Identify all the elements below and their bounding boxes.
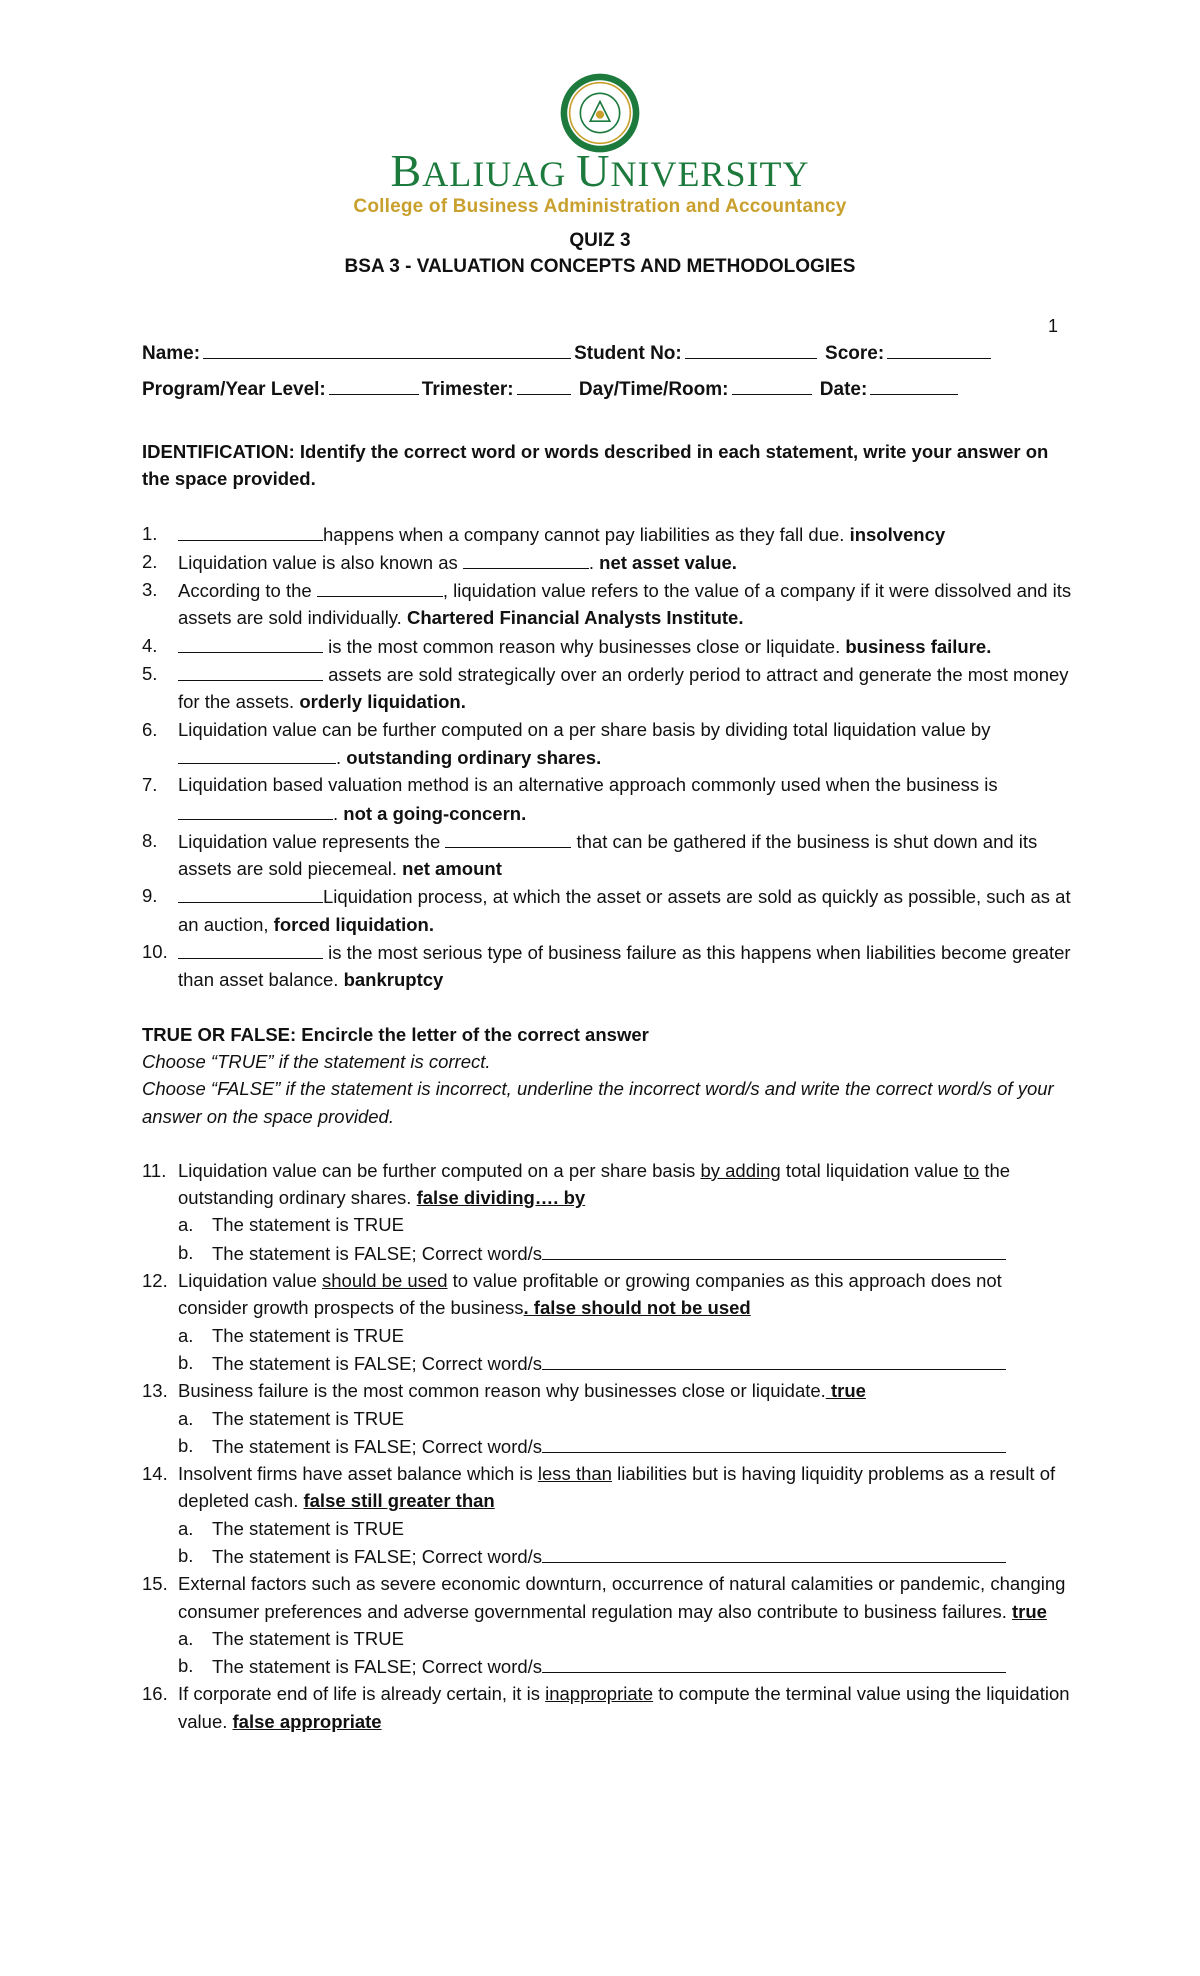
correct-words-label: The statement is FALSE; Correct word/s <box>212 1656 543 1678</box>
underlined-word: to <box>963 1159 980 1181</box>
answer-blank[interactable] <box>463 548 589 569</box>
correct-words-label: The statement is FALSE; Correct word/s <box>212 1352 543 1374</box>
daytime-field[interactable] <box>732 374 812 395</box>
item-number: 15. <box>142 1573 168 1595</box>
true-false-item <box>142 1377 1074 1404</box>
item-text <box>178 632 1074 660</box>
choice-letter: a. <box>178 1214 194 1236</box>
choice-indent <box>142 1542 178 1570</box>
quiz-title: QUIZ 3 <box>569 230 631 251</box>
statement-text: the outstanding ordinary shares. <box>178 1159 1011 1209</box>
false-instruction: Choose “FALSE” if the statement is incorrect, underline the incorrect word/s and write the correct word/s of your answer on the space provided. <box>142 1078 1054 1127</box>
choice-indent <box>142 1211 178 1238</box>
item-text <box>178 827 1074 883</box>
choice-indent <box>142 1625 178 1652</box>
item-text <box>178 520 1074 548</box>
item-post-text: happens when a company cannot pay liabilities as they fall due. <box>323 523 850 545</box>
identification-item <box>142 660 1074 716</box>
item-post-text: , liquidation value refers to the value of a company if it were dissolved and its assets are sold individually. <box>178 580 1072 629</box>
choice-indent <box>142 1652 178 1680</box>
choice-letter: b. <box>178 1544 194 1566</box>
item-pre-text: Liquidation value represents the <box>178 830 446 852</box>
choice-text: The statement is TRUE <box>212 1407 404 1429</box>
true-false-item <box>142 1157 1074 1212</box>
item-number: 7. <box>142 774 158 796</box>
statement-text: Business failure is the most common reason why businesses close or liquidate. <box>178 1380 826 1402</box>
info-line-2 <box>142 374 961 403</box>
choice-true[interactable] <box>142 1625 1074 1652</box>
item-post-text: is the most serious type of business failure as this happens when liabilities become greater than asset balance. <box>178 942 1071 991</box>
item-answer: outstanding ordinary shares. <box>346 746 602 768</box>
item-answer: business failure. <box>845 635 992 657</box>
identification-item <box>142 882 1074 938</box>
choice-text: The statement is TRUE <box>212 1627 404 1649</box>
choice-letter: a. <box>178 1407 194 1429</box>
choice-letter: b. <box>178 1241 194 1263</box>
choice-letter: a. <box>178 1517 194 1539</box>
choice-false[interactable] <box>142 1239 1074 1267</box>
underlined-word: should be used <box>322 1270 448 1292</box>
item-answer: net asset value. <box>599 551 737 573</box>
true-false-item <box>142 1570 1074 1625</box>
choice-letter: b. <box>178 1655 194 1677</box>
choice-text <box>212 1349 1074 1377</box>
choice-indent <box>142 1322 178 1349</box>
item-answer: insolvency <box>849 523 946 545</box>
item-number: 6. <box>142 718 158 740</box>
date-field[interactable] <box>870 374 958 395</box>
score-label: Score: <box>825 343 885 364</box>
item-number: 8. <box>142 829 158 851</box>
true-false-item <box>142 1267 1074 1322</box>
identification-list <box>142 520 1074 994</box>
item-text <box>178 938 1074 994</box>
statement-text: If corporate end of life is already certain, it is <box>178 1683 546 1705</box>
choice-false[interactable] <box>142 1432 1074 1460</box>
choice-indent <box>142 1405 178 1432</box>
statement-text: External factors such as severe economic downturn, occurrence of natural calamities or pandemic, changing consumer preferences and adverse governmental regulation may also contribute to business failures. <box>178 1573 1066 1622</box>
item-text <box>178 1460 1074 1515</box>
identification-item <box>142 632 1074 660</box>
item-answer: true <box>825 1380 866 1402</box>
identification-item <box>142 716 1074 772</box>
item-number: 14. <box>142 1463 168 1485</box>
item-post-text: . <box>333 802 344 824</box>
identification-item <box>142 771 1074 827</box>
choice-letter: b. <box>178 1351 194 1373</box>
statement-text: liabilities but is having liquidity problems as a result of depleted cash. <box>178 1463 1056 1512</box>
choice-indent <box>142 1515 178 1542</box>
item-answer: Chartered Financial Analysts Institute. <box>406 607 744 629</box>
item-number: 1. <box>142 522 158 544</box>
identification-item <box>142 576 1074 632</box>
info-line-1 <box>142 338 994 367</box>
statement-text: to value profitable or growing companies as this approach does not consider growth prospects of the business <box>178 1270 1002 1319</box>
identification-item <box>142 548 1074 576</box>
true-false-list <box>142 1157 1074 1735</box>
correct-words-field[interactable] <box>542 1432 1006 1453</box>
item-pre-text: Liquidation based valuation method is an alternative approach commonly used when the business is <box>178 774 998 796</box>
item-number: 3. <box>142 579 158 601</box>
statement-text: Liquidation value can be further computed on a per share basis <box>178 1159 701 1181</box>
item-post-text: Liquidation process, at which the asset or assets are sold as quickly as possible, such as at an auction, <box>178 886 1071 935</box>
item-text <box>178 716 1074 772</box>
true-false-item <box>142 1460 1074 1515</box>
item-text <box>178 576 1074 632</box>
choice-letter: a. <box>178 1324 194 1346</box>
answer-blank[interactable] <box>178 938 323 959</box>
item-pre-text: According to the <box>178 580 317 602</box>
item-answer: false appropriate <box>232 1710 382 1732</box>
item-number: 13. <box>142 1380 168 1402</box>
correct-words-label: The statement is FALSE; Correct word/s <box>212 1435 543 1457</box>
item-number: 2. <box>142 550 158 572</box>
item-number: 9. <box>142 885 158 907</box>
identification-item <box>142 938 1074 994</box>
identification-item <box>142 520 1074 548</box>
correct-words-label: The statement is FALSE; Correct word/s <box>212 1242 543 1264</box>
item-text <box>178 1267 1074 1322</box>
true-false-heading: TRUE OR FALSE: Encircle the letter of the correct answer <box>142 1023 649 1045</box>
student-no-field[interactable] <box>685 338 817 359</box>
daytime-label: Day/Time/Room: <box>578 379 729 400</box>
university-name: BALIUAG UNIVERSITY <box>390 145 810 196</box>
choice-false[interactable] <box>142 1542 1074 1570</box>
statement-text: to compute the terminal value using the liquidation value. <box>178 1683 1070 1732</box>
trimester-field[interactable] <box>517 374 571 395</box>
item-text <box>178 882 1074 938</box>
choice-text: The statement is TRUE <box>212 1517 404 1539</box>
choice-text <box>212 1652 1074 1680</box>
item-number: 10. <box>142 941 168 963</box>
seal-container <box>0 72 1200 154</box>
item-answer: false dividing…. by <box>416 1187 586 1209</box>
item-post-text: . <box>336 746 347 768</box>
item-number: 12. <box>142 1270 168 1292</box>
name-field[interactable] <box>203 338 571 359</box>
choice-true[interactable] <box>142 1405 1074 1432</box>
choice-true[interactable] <box>142 1211 1074 1238</box>
item-answer: true <box>1011 1600 1047 1622</box>
answer-blank[interactable] <box>445 827 571 848</box>
choice-letter: b. <box>178 1434 194 1456</box>
page-number: 1 <box>1047 316 1058 336</box>
choice-text: The statement is TRUE <box>212 1324 404 1346</box>
choice-indent <box>142 1239 178 1267</box>
item-answer: net amount <box>402 858 502 880</box>
item-post-text: that can be gathered if the business is shut down and its assets are sold piecemeal. <box>178 830 1038 880</box>
item-text <box>178 1157 1074 1212</box>
answer-blank[interactable] <box>178 660 323 681</box>
item-number: 11. <box>142 1159 167 1181</box>
choice-text <box>212 1432 1074 1460</box>
item-pre-text: Liquidation value can be further computed on a per share basis by dividing total liquidation value by <box>178 718 991 740</box>
item-answer: forced liquidation. <box>273 913 434 935</box>
item-answer: bankruptcy <box>343 969 444 991</box>
statement-text: Insolvent firms have asset balance which is <box>178 1463 538 1485</box>
item-text <box>178 1570 1074 1625</box>
underlined-word: by adding <box>700 1159 781 1181</box>
trimester-label: Trimester: <box>421 379 514 400</box>
correct-words-field[interactable] <box>542 1652 1006 1673</box>
course-title: BSA 3 - VALUATION CONCEPTS AND METHODOLOGIES <box>344 256 856 277</box>
student-no-label: Student No: <box>574 343 682 364</box>
underlined-word: less than <box>537 1463 612 1485</box>
item-number: 16. <box>142 1683 168 1705</box>
choice-letter: a. <box>178 1627 194 1649</box>
true-false-item <box>142 1680 1074 1735</box>
answer-blank[interactable] <box>178 520 323 541</box>
item-number: 5. <box>142 663 158 685</box>
quiz-content <box>142 438 1074 1735</box>
statement-text: Liquidation value <box>178 1270 322 1292</box>
answer-blank[interactable] <box>317 576 443 597</box>
item-answer: orderly liquidation. <box>299 691 466 713</box>
item-text <box>178 1377 1074 1404</box>
answer-blank[interactable] <box>178 882 323 903</box>
choice-text <box>212 1239 1074 1267</box>
item-answer: false still greater than <box>303 1490 495 1512</box>
item-number: 4. <box>142 634 158 656</box>
identification-item <box>142 827 1074 883</box>
answer-blank[interactable] <box>178 743 336 764</box>
choice-false[interactable] <box>142 1652 1074 1680</box>
choice-true[interactable] <box>142 1515 1074 1542</box>
choice-false[interactable] <box>142 1349 1074 1377</box>
underlined-word: inappropriate <box>545 1683 654 1705</box>
item-text <box>178 548 1074 576</box>
item-post-text: is the most common reason why businesses close or liquidate. <box>323 635 846 657</box>
program-field[interactable] <box>329 374 419 395</box>
choice-text <box>212 1542 1074 1570</box>
correct-words-field[interactable] <box>542 1349 1006 1370</box>
program-label: Program/Year Level: <box>142 379 326 400</box>
item-post-text: assets are sold strategically over an orderly period to attract and generate the most money for the assets. <box>178 664 1069 713</box>
answer-blank[interactable] <box>178 799 333 820</box>
item-pre-text: Liquidation value is also known as <box>178 551 463 573</box>
correct-words-label: The statement is FALSE; Correct word/s <box>212 1545 543 1567</box>
item-post-text: . <box>588 551 600 573</box>
item-text <box>178 1680 1074 1735</box>
score-field[interactable] <box>887 338 991 359</box>
answer-blank[interactable] <box>178 632 323 653</box>
correct-words-field[interactable] <box>542 1542 1006 1563</box>
item-text <box>178 771 1074 827</box>
true-instruction: Choose “TRUE” if the statement is correct. <box>142 1050 491 1072</box>
correct-words-field[interactable] <box>542 1239 1006 1260</box>
choice-text: The statement is TRUE <box>212 1214 404 1236</box>
item-text <box>178 660 1074 716</box>
choice-indent <box>142 1349 178 1377</box>
statement-text: total liquidation value <box>780 1159 964 1181</box>
choice-indent <box>142 1432 178 1460</box>
identification-heading: IDENTIFICATION: Identify the correct word or words described in each statement, write your answer on the space provided. <box>142 441 1049 490</box>
college-name: College of Business Administration and Accountancy <box>353 196 847 217</box>
item-answer: . false should not be used <box>523 1297 751 1319</box>
name-label: Name: <box>142 343 201 364</box>
university-seal-icon <box>559 72 641 154</box>
date-label: Date: <box>819 379 868 400</box>
item-answer: not a going-concern. <box>343 802 527 824</box>
choice-true[interactable] <box>142 1322 1074 1349</box>
